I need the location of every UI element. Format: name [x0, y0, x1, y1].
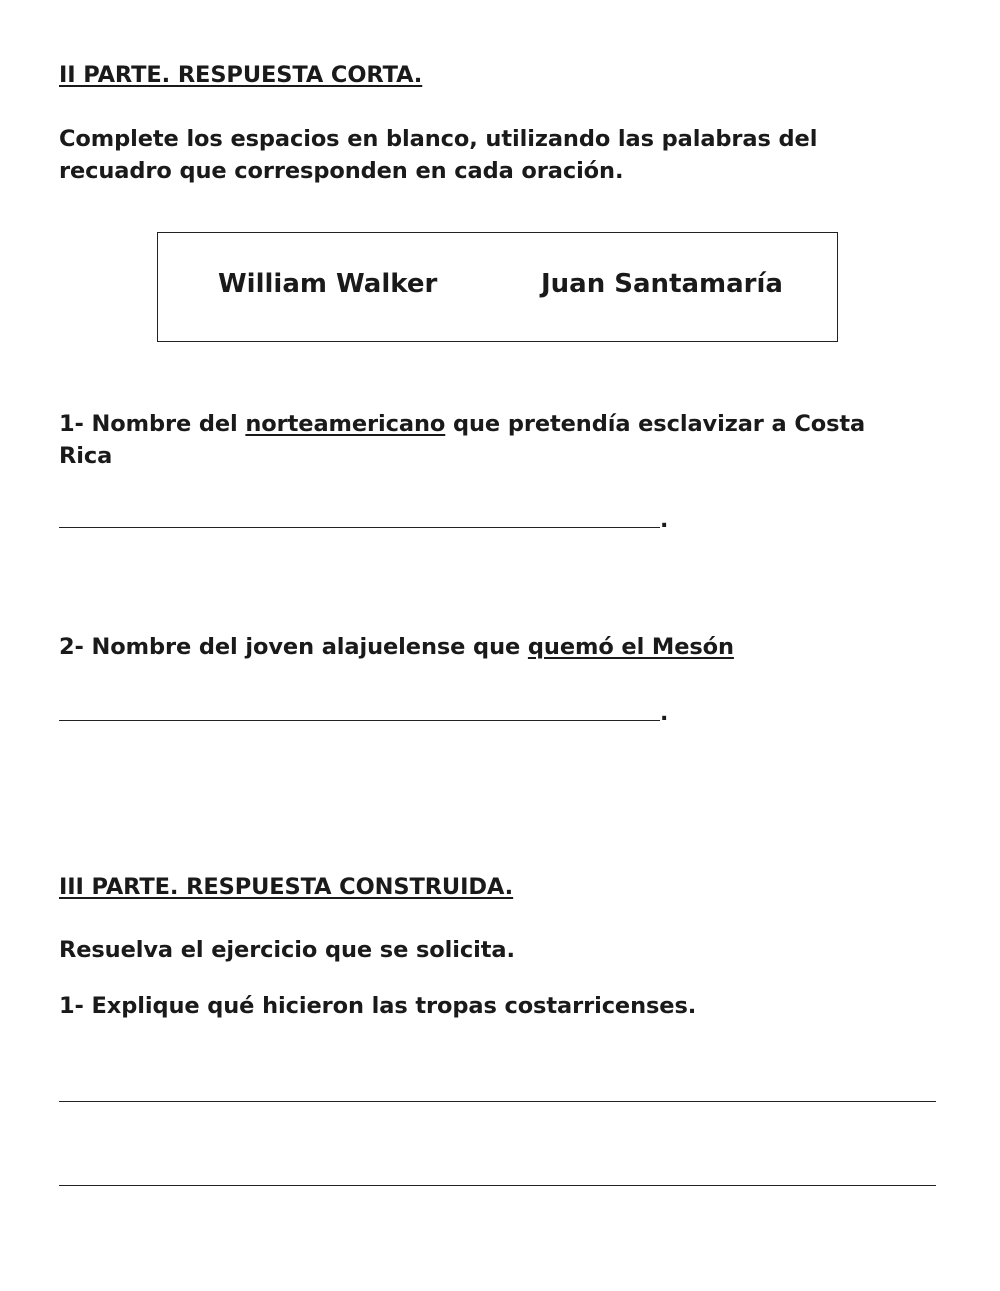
- part2-heading: II PARTE. RESPUESTA CORTA.: [59, 62, 423, 88]
- part3-question-1: 1- Explique qué hicieron las tropas costarricenses.: [59, 993, 697, 1019]
- question-1-line1: [59, 408, 865, 440]
- question-1-prefix: 1- Nombre del: [59, 411, 246, 437]
- answer-blank-2-period: .: [660, 701, 669, 726]
- part3-instructions: Resuelva el ejercicio que se solicita.: [59, 937, 515, 963]
- question-2-prefix: 2- Nombre del joven alajuelense que: [59, 634, 528, 660]
- answer-line-1[interactable]: [59, 1101, 936, 1102]
- answer-line-2[interactable]: [59, 1185, 936, 1186]
- question-1-underlined: norteamericano: [245, 411, 446, 437]
- part3-heading: III PARTE. RESPUESTA CONSTRUIDA.: [59, 874, 514, 900]
- word-bank-item-william-walker: William Walker: [218, 269, 438, 299]
- answer-blank-2[interactable]: [59, 720, 660, 721]
- part2-instructions: [59, 123, 817, 187]
- part2-instructions-line1: Complete los espacios en blanco, utilizando las palabras del: [59, 126, 818, 152]
- question-2-underlined: quemó el Mesón: [527, 634, 734, 660]
- question-1-suffix: que pretendía esclavizar a Costa: [445, 411, 866, 437]
- question-1-line2: Rica: [59, 443, 113, 469]
- part2-question-1: [59, 408, 865, 472]
- word-bank-box: [157, 232, 838, 342]
- answer-blank-1-period: .: [660, 508, 669, 533]
- part2-instructions-line2: recuadro que corresponden en cada oración.: [59, 158, 624, 184]
- answer-blank-1[interactable]: [59, 527, 660, 528]
- part2-question-2: [59, 634, 734, 660]
- word-bank-item-juan-santamaria: Juan Santamaría: [541, 269, 783, 299]
